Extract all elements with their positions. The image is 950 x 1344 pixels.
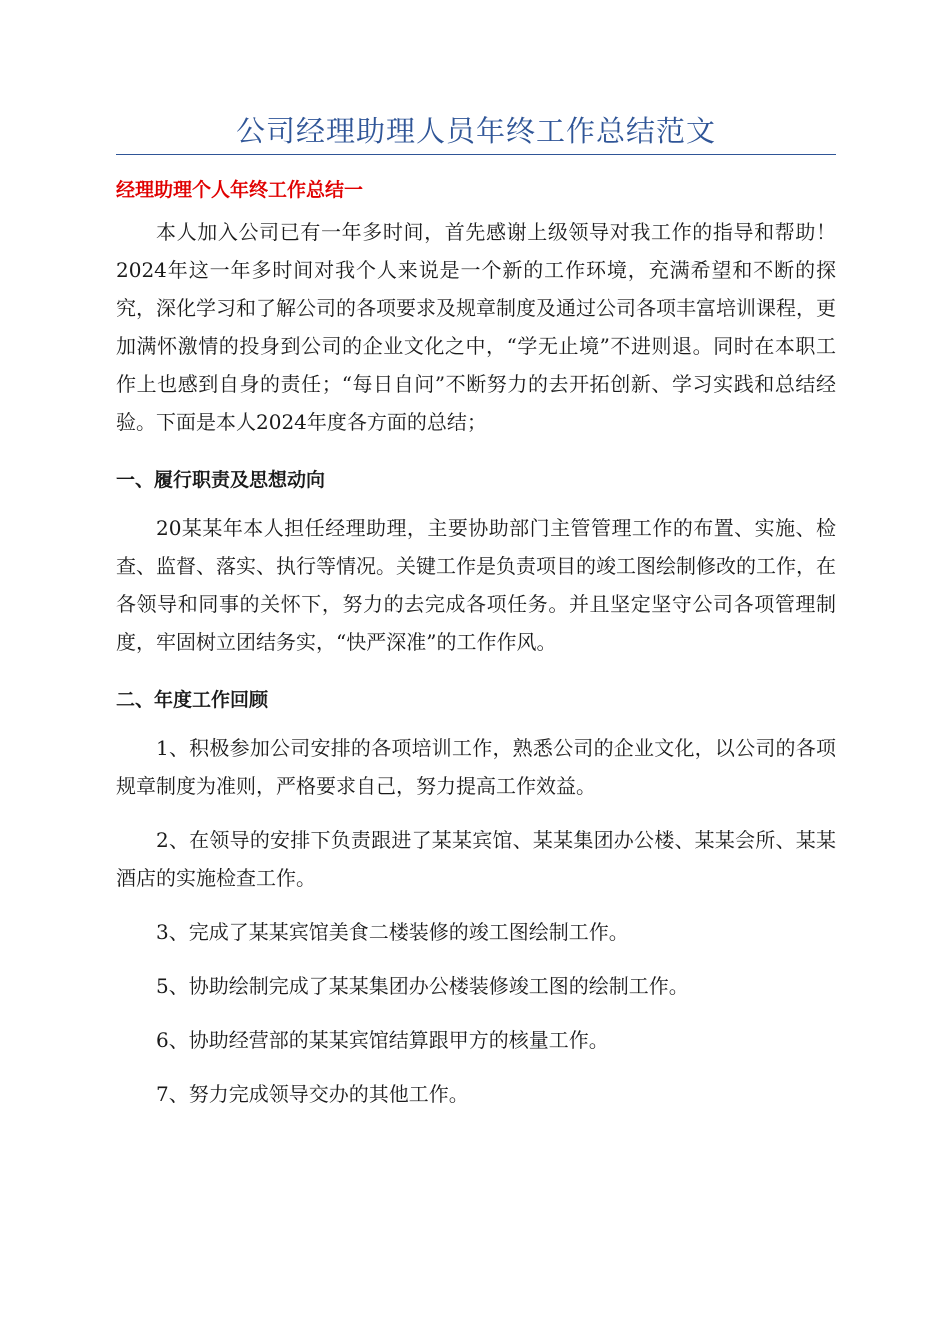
list-item: 1、积极参加公司安排的各项培训工作，熟悉公司的企业文化，以公司的各项规章制度为准则，严格要求自己，努力提高工作效益。: [116, 736, 836, 798]
duties-paragraph: 20某某年本人担任经理助理，主要协助部门主管管理工作的布置、实施、检查、监督、落实、执行等情况。关键工作是负责项目的竣工图绘制修改的工作，在各领导和同事的关怀下，努力的去完成各项任务。并且坚定坚守公司各项管理制度，牢固树立团结务实，“快严深准”的工作作风。: [116, 516, 836, 654]
document-page: [116, 108, 836, 1129]
document-title: 公司经理助理人员年终工作总结范文: [116, 108, 836, 155]
list-item: 6、协助经营部的某某宾馆结算跟甲方的核量工作。: [156, 1028, 609, 1052]
list-item: 7、努力完成领导交办的其他工作。: [156, 1082, 469, 1106]
intro-paragraph: 本人加入公司已有一年多时间，首先感谢上级领导对我工作的指导和帮助！2024年这一年多时间对我个人来说是一个新的工作环境，充满希望和不断的探究，深化学习和了解公司的各项要求及规章制度及通过公司各项丰富培训课程，更加满怀激情的投身到公司的企业文化之中，“学无止境”不进则退。同时在本职工作上也感到自身的责任；“每日自问”不断努力的去开拓创新、学习实践和总结经验。下面是本人2024年度各方面的总结；: [116, 220, 836, 434]
document-subtitle: 经理助理个人年终工作总结一: [116, 179, 364, 201]
review-list: [116, 729, 836, 1113]
list-item: 5、协助绘制完成了某某集团办公楼装修竣工图的绘制工作。: [156, 974, 689, 998]
section-heading-duties: 一、履行职责及思想动向: [116, 469, 326, 491]
list-item: 2、在领导的安排下负责跟进了某某宾馆、某某集团办公楼、某某会所、某某酒店的实施检查工作。: [116, 828, 836, 890]
list-item: 3、完成了某某宾馆美食二楼装修的竣工图绘制工作。: [156, 920, 629, 944]
section-heading-review: 二、年度工作回顾: [116, 689, 269, 711]
